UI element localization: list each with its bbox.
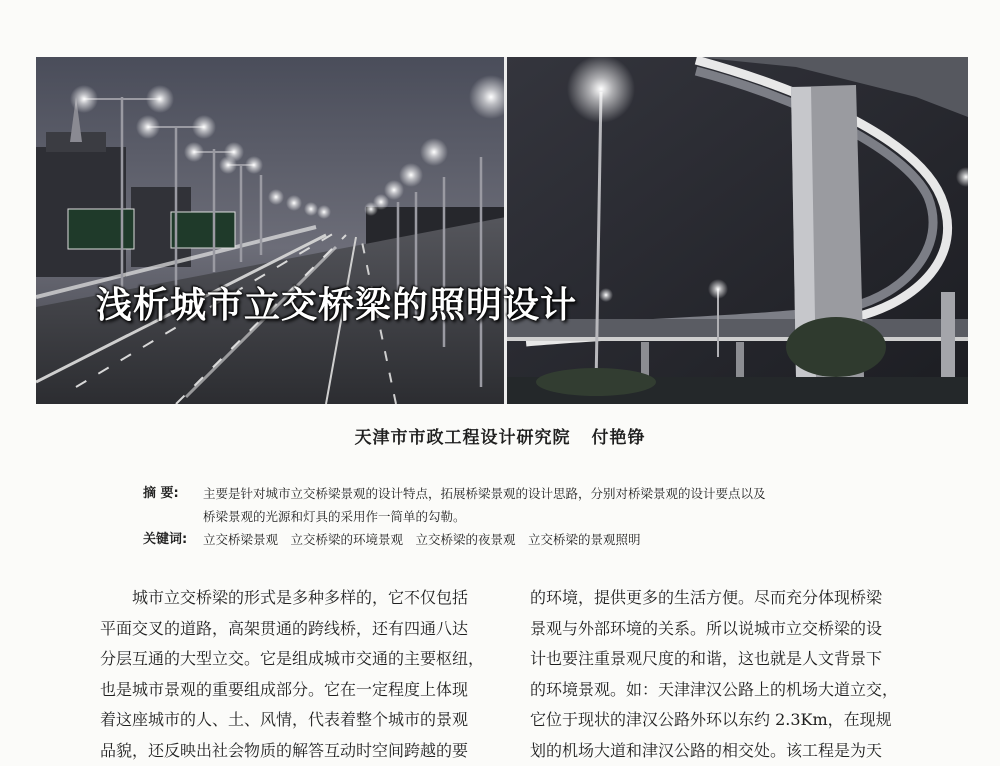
body-line: 景观与外部环境的关系。所以说城市立交桥梁的设 [530, 614, 922, 645]
night-photos [36, 57, 968, 404]
body-line: 的环境，提供更多的生活方便。尽而充分体现桥梁 [530, 583, 922, 614]
body-line: 平面交叉的道路，高架贯通的跨线桥，还有四通八达 [100, 614, 492, 645]
abstract-line-2: 桥梁景观的光源和灯具的采用作一简单的勾勒。 [203, 505, 466, 528]
body-line: 划的机场大道和津汉公路的相交处。该工程是为天 [530, 736, 922, 766]
body-line: 着这座城市的人、土、风情，代表着整个城市的景观 [100, 705, 492, 736]
photo-left-highway [36, 57, 513, 404]
abstract-label: 摘 要: [143, 482, 179, 505]
author-line: 天津市市政工程设计研究院 付艳铮 [0, 423, 1000, 448]
article-title: 浅析城市立交桥梁的照明设计 [96, 277, 577, 328]
keywords-text: 立交桥梁景观 立交桥梁的环境景观 立交桥梁的夜景观 立交桥梁的景观照明 [203, 528, 641, 551]
body-column-left [100, 583, 492, 766]
body-line: 品貌，还反映出社会物质的解答互动时空间跨越的要 [100, 736, 492, 766]
photo-right-interchange [506, 57, 968, 404]
body-line: 城市立交桥梁的形式是多种多样的，它不仅包括 [100, 583, 492, 614]
body-line: 它位于现状的津汉公路外环以东约 2.3Km，在现规 [530, 705, 922, 736]
abstract-line-1: 主要是针对城市立交桥梁景观的设计特点，拓展桥梁景观的设计思路，分别对桥梁景观的设计要点以及 [203, 482, 766, 505]
body-line: 也是城市景观的重要组成部分。它在一定程度上体现 [100, 675, 492, 706]
body-line: 的环境景观。如：天津津汉公路上的机场大道立交， [530, 675, 922, 706]
body-line: 分层互通的大型立交。它是组成城市交通的主要枢纽， [100, 644, 492, 675]
body-line: 计也要注重景观尺度的和谐，这也就是人文背景下 [530, 644, 922, 675]
body-column-right [530, 583, 922, 766]
keywords-label: 关键词: [143, 528, 187, 551]
header-banner [36, 57, 968, 404]
